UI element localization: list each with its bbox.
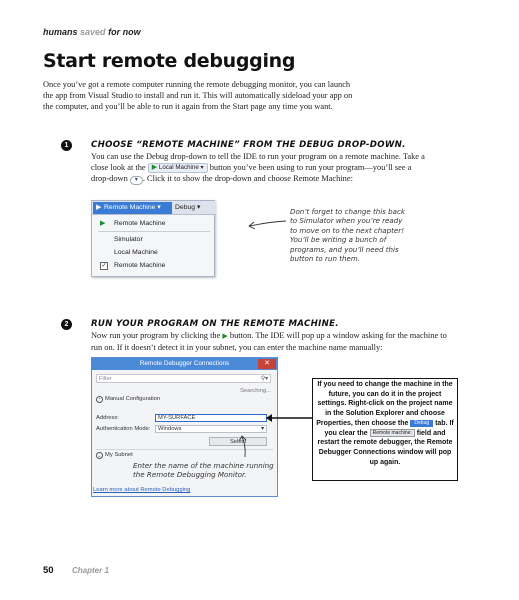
local-machine-pill-label: Local Machine [158, 164, 199, 172]
remote-machine-field-tag: Remote machine: [370, 429, 415, 437]
enter-machine-name-note: Enter the name of the machine running the Remote Debugging Monitor. [133, 461, 274, 480]
auth-mode-label: Authentication Mode: [96, 426, 151, 432]
callout-text-b: tab. If you clear the [324, 419, 454, 437]
step-1-number: 1 [61, 140, 72, 151]
step-2-text-a: Now run your program by clicking the [91, 331, 221, 340]
select-button[interactable]: Select [209, 437, 267, 446]
play-icon: ▶ [96, 204, 102, 211]
step-2-text-b: button. The IDE will pop up a window asking for the machine to run on. If it doesn’t detect it in your subnet, you can enter the machine name manually: [91, 331, 447, 353]
chevron-down-icon: ▾ [261, 426, 264, 432]
play-icon: ▶ [222, 332, 228, 340]
step-1-text-b: button you’ve been using to run your program—you’ll see a drop-down [91, 163, 412, 184]
my-subnet-label: My Subnet [105, 452, 133, 458]
play-icon: ▶ [100, 220, 106, 227]
dropdown-item-label: Simulator [114, 236, 143, 243]
local-machine-pill: ▶ Local Machine ▾ [148, 163, 208, 173]
chevron-up-icon: ⌃ [97, 397, 102, 402]
search-icon: ⚲▾ [260, 376, 268, 382]
debug-tab-tag: Debug [410, 420, 433, 427]
header-saved: saved [80, 27, 106, 37]
play-icon: ▶ [151, 164, 158, 172]
filter-placeholder: Filter [99, 376, 112, 382]
page-number: 50 [43, 565, 54, 576]
searching-status: Searching... [240, 388, 271, 394]
config-select[interactable]: Debug ▾ [175, 204, 201, 211]
note-arrow-dropdown [250, 221, 286, 226]
address-label: Address: [96, 415, 119, 421]
config-select-label: Debug [175, 204, 196, 211]
chevron-down-icon: ⌄ [97, 453, 102, 458]
auth-mode-value: Windows [158, 426, 182, 432]
chapter-label: Chapter 1 [72, 566, 109, 575]
remote-machine-button[interactable]: ▶ Remote Machine ▾ [93, 202, 172, 214]
step-2-heading: RUN YOUR PROGRAM ON THE REMOTE MACHINE. [91, 319, 339, 329]
dropdown-item-label: Remote Machine [114, 220, 166, 227]
chevron-down-icon: ▾ [130, 176, 143, 185]
intro-paragraph: Once you’ve got a remote computer running the remote debugging monitor, you can launch the app from Visual Studio to install and run it. This will automatically sideload your app on the computer, and you’ll be able to run it again from the Start page any time you want. [43, 80, 353, 112]
note-arrow-address [242, 437, 245, 457]
dropdown-item-label: Remote Machine [114, 262, 166, 269]
learn-more-link[interactable]: Learn more about Remote Debugging [93, 487, 191, 493]
step-1-text-c: . Click it to show the drop-down and choose Remote Machine: [142, 174, 353, 184]
page-title: Start remote debugging [43, 50, 296, 72]
dropdown-item-label: Local Machine [114, 249, 158, 256]
step-1-text-a: You can use the Debug drop-down to tell the IDE to run your program on a remote machine. Take a close look at the [91, 152, 425, 173]
remote-machine-button-label: Remote Machine [104, 204, 156, 211]
window-title: Remote Debugger Connections [92, 358, 277, 370]
step-1-heading: CHOOSE “REMOTE MACHINE” FROM THE DEBUG DROP-DOWN. [91, 140, 406, 150]
address-field[interactable]: MY-SURFACE [155, 414, 267, 422]
simulator-reminder-note: Don’t forget to change this back to Simulator when you’re ready to move on to the next chapter! You’ll be writing a bunch of programs, and you’ll need this button to run them. [290, 207, 406, 264]
close-icon[interactable]: ✕ [258, 359, 276, 369]
header-humans: humans [43, 27, 78, 37]
checkbox-icon: ✓ [101, 263, 107, 269]
header-for-now: for now [108, 27, 141, 37]
callout-text-a: If you need to change the machine in the future, you can do it in the project settings. Right-click on the project name in the Solution Explorer and choose Properties, then choose the [316, 381, 453, 427]
step-2-number: 2 [61, 319, 72, 330]
callout-text-c: field and restart the remote debugger, the Remote Debugger Connections window will pop up again. [317, 429, 453, 466]
manual-config-label: Manual Configuration [105, 396, 161, 402]
callout-arrow-head [266, 414, 272, 422]
